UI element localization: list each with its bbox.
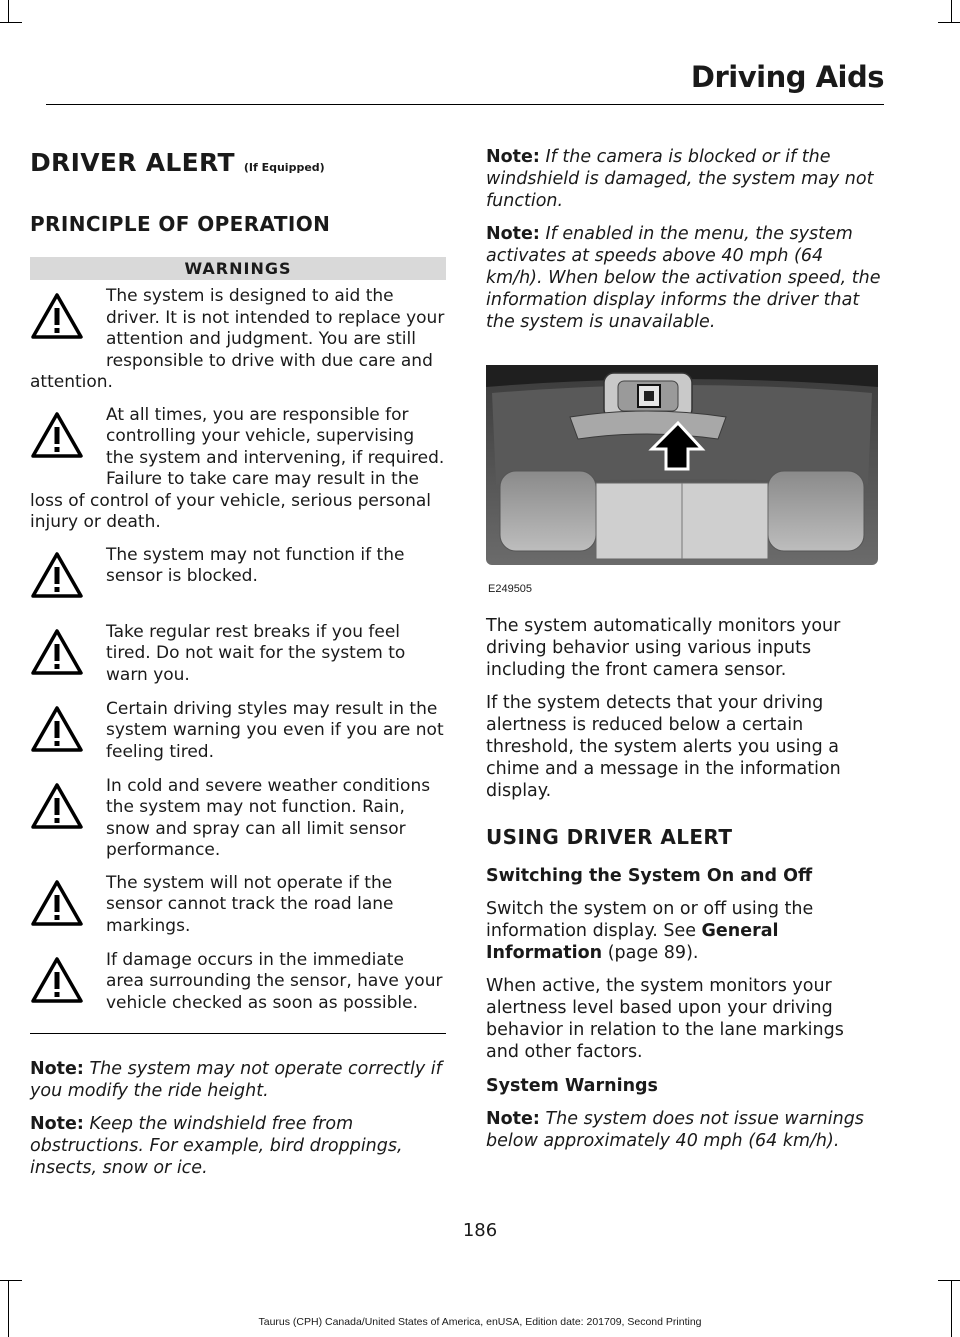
warning-text: The system may not function if the sensor is blocked. — [106, 544, 405, 586]
warning-text: If damage occurs in the immediate area surrounding the sensor, have your vehicle checked as soon as possible. — [106, 949, 443, 1013]
page-title-suffix: (If Equipped) — [243, 161, 325, 174]
principle-heading: PRINCIPLE OF OPERATION — [30, 212, 331, 236]
warning-triangle-icon — [30, 292, 84, 352]
switch-heading: Switching the System On and Off — [486, 866, 813, 886]
warning-triangle-icon — [30, 879, 84, 939]
warnings-end-rule — [30, 1027, 446, 1034]
warning-item — [30, 950, 446, 1016]
warning-item — [30, 405, 446, 534]
page-title-text: DRIVER ALERT — [30, 148, 235, 177]
para-alerts: If the system detects that your driving alertness is reduced below a certain threshold, the system alerts you using a chime and a message in the information display. — [486, 693, 841, 801]
warning-triangle-icon — [30, 956, 84, 1016]
note-label: Note: — [30, 1113, 84, 1134]
warning-text: In cold and severe weather conditions the system may not function. Rain, snow and spray can all limit sensor performance. — [106, 775, 431, 860]
general-information-link[interactable]: General Information — [486, 921, 779, 963]
warning-text: The system is designed to aid the driver. It is not intended to replace your attention and judgment. You are still responsible to drive with due care and attention. — [30, 286, 445, 392]
warning-triangle-icon — [30, 705, 84, 765]
note-label: Note: — [486, 224, 540, 244]
crop-mark — [0, 1280, 22, 1281]
crop-mark — [938, 1280, 960, 1281]
edition-footer: Taurus (CPH) Canada/United States of America, enUSA, Edition date: 201709, Second Printing — [258, 1316, 702, 1328]
note-text: The system does not issue warnings below approximately 40 mph (64 km/h). — [486, 1109, 864, 1151]
warning-item — [30, 699, 446, 765]
right-column — [486, 146, 882, 1163]
note-ride-height — [30, 1058, 446, 1102]
system-warnings-heading: System Warnings — [486, 1076, 658, 1096]
warning-item — [30, 545, 446, 611]
note-label: Note: — [486, 147, 540, 167]
note-text: If enabled in the menu, the system activates at speeds above 40 mph (64 km/h). When below the activation speed, the information display informs the driver that the system is unavailable. — [486, 224, 881, 332]
warning-text: Certain driving styles may result in the system warning you even if you are not feeling tired. — [106, 698, 444, 762]
section-title: Driving Aids — [690, 60, 884, 94]
figure-code: E249505 — [488, 583, 533, 595]
note-no-warnings — [486, 1108, 882, 1152]
using-heading: USING DRIVER ALERT — [486, 825, 733, 849]
note-windshield-clear — [30, 1113, 446, 1179]
note-text: Keep the windshield free from obstructions. For example, bird droppings, insects, snow or ice. — [30, 1113, 403, 1178]
warning-item — [30, 776, 446, 862]
warning-item — [30, 622, 446, 688]
warning-text: At all times, you are responsible for controlling your vehicle, supervising the system and intervening, if required. Failure to take care may result in the loss of control of your vehicle, serious personal injury or death. — [30, 404, 445, 532]
warning-text: Take regular rest breaks if you feel tired. Do not wait for the system to warn you. — [106, 621, 406, 685]
warning-triangle-icon — [30, 782, 84, 842]
warning-triangle-icon — [30, 411, 84, 471]
note-label: Note: — [30, 1058, 84, 1079]
crop-mark — [951, 1280, 952, 1337]
para-switch-page: (page 89). — [602, 943, 699, 963]
warning-triangle-icon — [30, 551, 84, 611]
para-active: When active, the system monitors your alertness level based upon your driving behavior in relation to the lane markings and other factors. — [486, 976, 844, 1062]
note-text: If the camera is blocked or if the windshield is damaged, the system may not function. — [486, 147, 874, 211]
note-label: Note: — [486, 1109, 540, 1129]
warning-item — [30, 873, 446, 939]
crop-mark — [951, 0, 952, 22]
camera-sensor-figure — [486, 365, 878, 593]
windshield-camera-illustration — [486, 365, 878, 565]
para-monitors: The system automatically monitors your driving behavior using various inputs including the front camera sensor. — [486, 616, 841, 680]
note-activation-speed — [486, 223, 882, 333]
crop-mark — [8, 0, 9, 22]
warnings-list — [30, 286, 446, 1016]
warning-item — [30, 286, 446, 394]
page-title — [30, 146, 446, 185]
warning-triangle-icon — [30, 628, 84, 688]
header-divider — [46, 104, 884, 105]
crop-mark — [0, 22, 22, 23]
note-text: The system may not operate correctly if you modify the ride height. — [30, 1058, 442, 1101]
crop-mark — [938, 22, 960, 23]
warning-text: The system will not operate if the sensor cannot track the road lane markings. — [106, 872, 394, 936]
crop-mark — [8, 1280, 9, 1337]
para-switch-text: Switch the system on or off using the information display. See — [486, 899, 814, 941]
para-switch — [486, 898, 882, 964]
left-column — [30, 146, 446, 1190]
warnings-heading: WARNINGS — [30, 257, 446, 280]
page-number: 186 — [462, 1220, 498, 1241]
note-camera-blocked — [486, 146, 882, 212]
